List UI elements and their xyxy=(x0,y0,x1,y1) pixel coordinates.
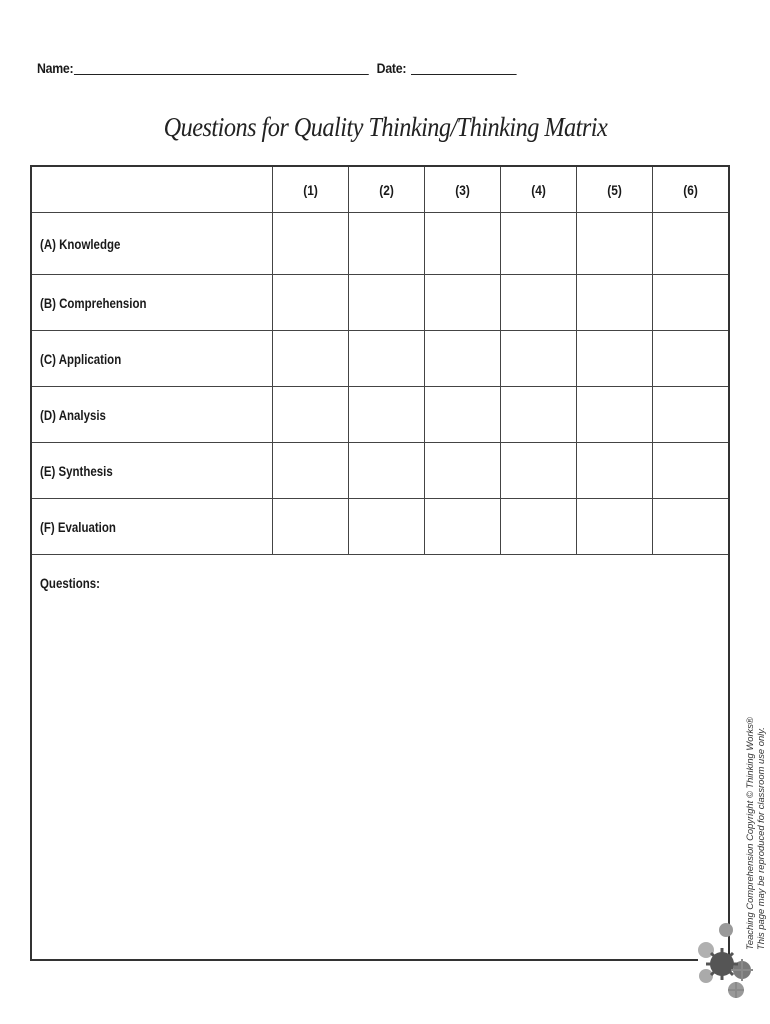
matrix-cell[interactable] xyxy=(273,499,349,555)
matrix-cell[interactable] xyxy=(501,331,577,387)
date-field[interactable] xyxy=(411,74,517,75)
name-label: Name: xyxy=(37,60,74,76)
row-label-synthesis: (E) Synthesis xyxy=(32,443,273,499)
copyright-notice xyxy=(744,650,766,950)
matrix-cell[interactable] xyxy=(273,275,349,331)
matrix-cell[interactable] xyxy=(653,387,728,443)
matrix-bottom-border xyxy=(30,959,698,961)
matrix-cell[interactable] xyxy=(501,213,577,275)
matrix-cell[interactable] xyxy=(425,387,501,443)
matrix-cell[interactable] xyxy=(273,213,349,275)
matrix-cell[interactable] xyxy=(425,331,501,387)
column-header-5: (5) xyxy=(577,167,653,213)
matrix-cell[interactable] xyxy=(349,331,425,387)
questions-label: Questions: xyxy=(40,575,100,591)
matrix-cell[interactable] xyxy=(273,443,349,499)
matrix-cell[interactable] xyxy=(653,443,728,499)
matrix-cell[interactable] xyxy=(349,213,425,275)
matrix-cell[interactable] xyxy=(501,499,577,555)
page-title xyxy=(0,112,770,143)
row-label-evaluation: (F) Evaluation xyxy=(32,499,273,555)
matrix-cell[interactable] xyxy=(273,331,349,387)
column-header-3: (3) xyxy=(425,167,501,213)
questions-area[interactable] xyxy=(32,555,728,959)
row-label-knowledge: (A) Knowledge xyxy=(32,213,273,275)
column-header-1: (1) xyxy=(273,167,349,213)
copyright-line-2: This page may be reproduced for classroom use only. xyxy=(755,727,766,950)
page-title-text: Questions for Quality Thinking/Thinking Matrix xyxy=(163,112,607,142)
copyright-line-1: Teaching Comprehension Copyright © Thinking Works® xyxy=(744,717,755,950)
column-header-2: (2) xyxy=(349,167,425,213)
matrix-cell[interactable] xyxy=(349,499,425,555)
matrix-cell[interactable] xyxy=(425,213,501,275)
matrix-cell[interactable] xyxy=(273,387,349,443)
matrix-cell[interactable] xyxy=(425,275,501,331)
matrix-cell[interactable] xyxy=(577,443,653,499)
matrix-cell[interactable] xyxy=(501,387,577,443)
date-label: Date: xyxy=(376,60,407,76)
gears-icon xyxy=(692,920,762,1000)
matrix-cell[interactable] xyxy=(653,331,728,387)
matrix-cell[interactable] xyxy=(577,387,653,443)
matrix-cell[interactable] xyxy=(501,275,577,331)
row-label-application: (C) Application xyxy=(32,331,273,387)
matrix-cell[interactable] xyxy=(425,443,501,499)
column-header-6: (6) xyxy=(653,167,728,213)
column-header-4: (4) xyxy=(501,167,577,213)
matrix-cell[interactable] xyxy=(349,443,425,499)
corner-cell xyxy=(32,167,273,213)
matrix-cell[interactable] xyxy=(425,499,501,555)
matrix-cell[interactable] xyxy=(577,499,653,555)
matrix-cell[interactable] xyxy=(653,275,728,331)
matrix-cell[interactable] xyxy=(349,275,425,331)
matrix-cell[interactable] xyxy=(501,443,577,499)
matrix-cell[interactable] xyxy=(653,213,728,275)
row-label-comprehension: (B) Comprehension xyxy=(32,275,273,331)
matrix-cell[interactable] xyxy=(653,499,728,555)
matrix-cell[interactable] xyxy=(577,213,653,275)
name-field[interactable] xyxy=(74,74,369,75)
matrix-cell[interactable] xyxy=(349,387,425,443)
matrix-cell[interactable] xyxy=(577,331,653,387)
matrix-cell[interactable] xyxy=(577,275,653,331)
header-fields xyxy=(37,58,512,80)
row-label-analysis: (D) Analysis xyxy=(32,387,273,443)
thinking-matrix xyxy=(30,165,730,961)
